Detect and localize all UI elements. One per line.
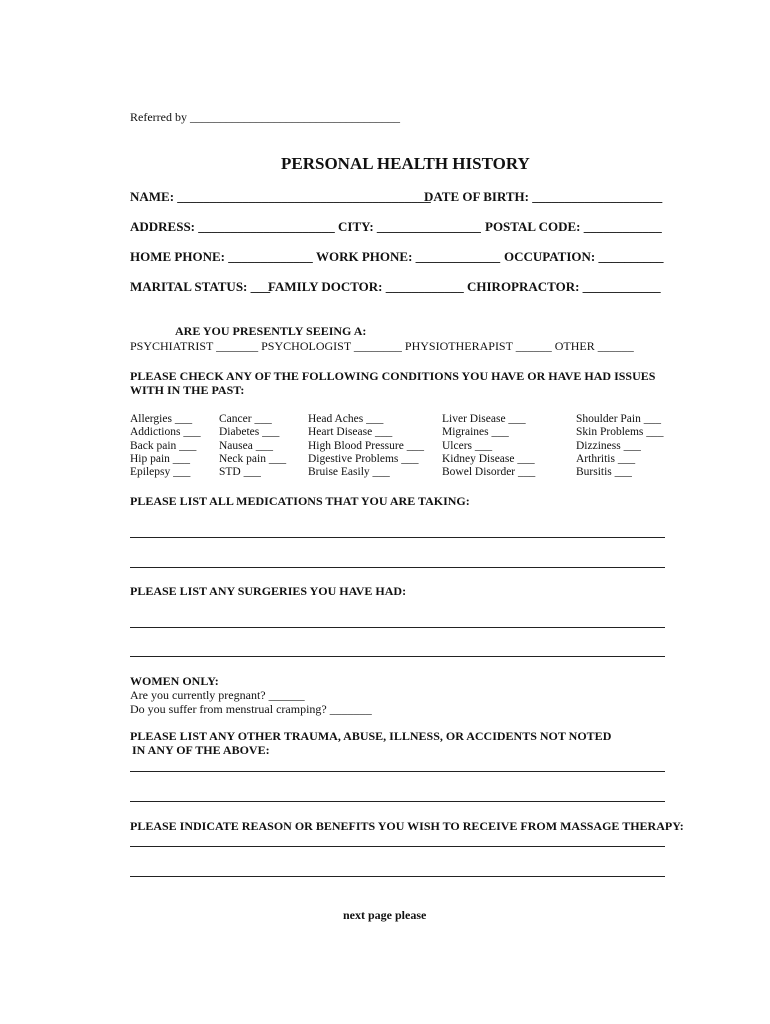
date-of-birth-field[interactable]: DATE OF BIRTH: ____________________ <box>424 189 663 204</box>
condition-item[interactable]: Epilepsy ___ <box>130 466 191 478</box>
condition-item[interactable]: Neck pain ___ <box>219 453 287 465</box>
home-phone-field[interactable]: HOME PHONE: _____________ <box>130 249 313 264</box>
trauma-line-1[interactable] <box>130 771 665 772</box>
condition-item[interactable]: Kidney Disease ___ <box>442 453 535 465</box>
name-field[interactable]: NAME: _______________________________________ <box>130 189 431 204</box>
condition-item[interactable]: STD ___ <box>219 466 261 478</box>
referred-by-line[interactable]: Referred by ___________________________________ <box>130 110 400 124</box>
massage-heading: PLEASE INDICATE REASON OR BENEFITS YOU WISH TO RECEIVE FROM MASSAGE THERAPY: <box>130 819 684 833</box>
medications-heading: PLEASE LIST ALL MEDICATIONS THAT YOU ARE TAKING: <box>130 494 470 508</box>
condition-item[interactable]: Migraines ___ <box>442 426 509 438</box>
surgeries-line-2[interactable] <box>130 656 665 657</box>
postal-code-field[interactable]: POSTAL CODE: ____________ <box>485 219 662 234</box>
cramping-question[interactable]: Do you suffer from menstrual cramping? _______ <box>130 702 372 716</box>
condition-item[interactable]: Liver Disease ___ <box>442 413 526 425</box>
condition-item[interactable]: Dizziness ___ <box>576 440 641 452</box>
condition-item[interactable]: Digestive Problems ___ <box>308 453 419 465</box>
occupation-field[interactable]: OCCUPATION: __________ <box>504 249 664 264</box>
condition-item[interactable]: Skin Problems ___ <box>576 426 664 438</box>
trauma-line-2[interactable] <box>130 801 665 802</box>
condition-item[interactable]: Allergies ___ <box>130 413 193 425</box>
condition-item[interactable]: Diabetes ___ <box>219 426 280 438</box>
condition-item[interactable]: Bowel Disorder ___ <box>442 466 536 478</box>
condition-item[interactable]: Head Aches ___ <box>308 413 384 425</box>
conditions-heading-cont: WITH IN THE PAST: <box>130 383 245 397</box>
condition-item[interactable]: Arthritis ___ <box>576 453 636 465</box>
medications-line-1[interactable] <box>130 537 665 538</box>
condition-item[interactable]: Hip pain ___ <box>130 453 191 465</box>
work-phone-field[interactable]: WORK PHONE: _____________ <box>316 249 501 264</box>
marital-status-field[interactable]: MARITAL STATUS: ___ <box>130 279 271 294</box>
condition-item[interactable]: Back pain ___ <box>130 440 197 452</box>
family-doctor-field[interactable]: FAMILY DOCTOR: ____________ <box>268 279 464 294</box>
women-only-heading: WOMEN ONLY: <box>130 674 219 688</box>
trauma-heading-cont: IN ANY OF THE ABOVE: <box>132 743 270 757</box>
massage-line-1[interactable] <box>130 846 665 847</box>
condition-item[interactable]: Addictions ___ <box>130 426 201 438</box>
condition-item[interactable]: Cancer ___ <box>219 413 272 425</box>
pregnant-question[interactable]: Are you currently pregnant? ______ <box>130 688 305 702</box>
address-field[interactable]: ADDRESS: _____________________ <box>130 219 335 234</box>
condition-item[interactable]: Bruise Easily ___ <box>308 466 390 478</box>
city-field[interactable]: CITY: ________________ <box>338 219 481 234</box>
massage-line-2[interactable] <box>130 876 665 877</box>
condition-item[interactable]: Shoulder Pain ___ <box>576 413 661 425</box>
conditions-heading: PLEASE CHECK ANY OF THE FOLLOWING CONDITIONS YOU HAVE OR HAVE HAD ISSUES <box>130 369 656 383</box>
chiropractor-field[interactable]: CHIROPRACTOR: ____________ <box>467 279 661 294</box>
next-page-note: next page please <box>343 908 427 922</box>
seeing-heading: ARE YOU PRESENTLY SEEING A: <box>175 324 367 338</box>
page-title: PERSONAL HEALTH HISTORY <box>281 154 530 173</box>
medications-line-2[interactable] <box>130 567 665 568</box>
condition-item[interactable]: High Blood Pressure ___ <box>308 440 424 452</box>
surgeries-heading: PLEASE LIST ANY SURGERIES YOU HAVE HAD: <box>130 584 407 598</box>
condition-item[interactable]: Heart Disease ___ <box>308 426 393 438</box>
seeing-options[interactable]: PSYCHIATRIST _______ PSYCHOLOGIST ________ PHYSIOTHERAPIST ______ OTHER ______ <box>130 339 634 353</box>
condition-item[interactable]: Bursitis ___ <box>576 466 632 478</box>
surgeries-line-1[interactable] <box>130 627 665 628</box>
trauma-heading: PLEASE LIST ANY OTHER TRAUMA, ABUSE, ILLNESS, OR ACCIDENTS NOT NOTED <box>130 729 612 743</box>
condition-item[interactable]: Ulcers ___ <box>442 440 493 452</box>
condition-item[interactable]: Nausea ___ <box>219 440 273 452</box>
